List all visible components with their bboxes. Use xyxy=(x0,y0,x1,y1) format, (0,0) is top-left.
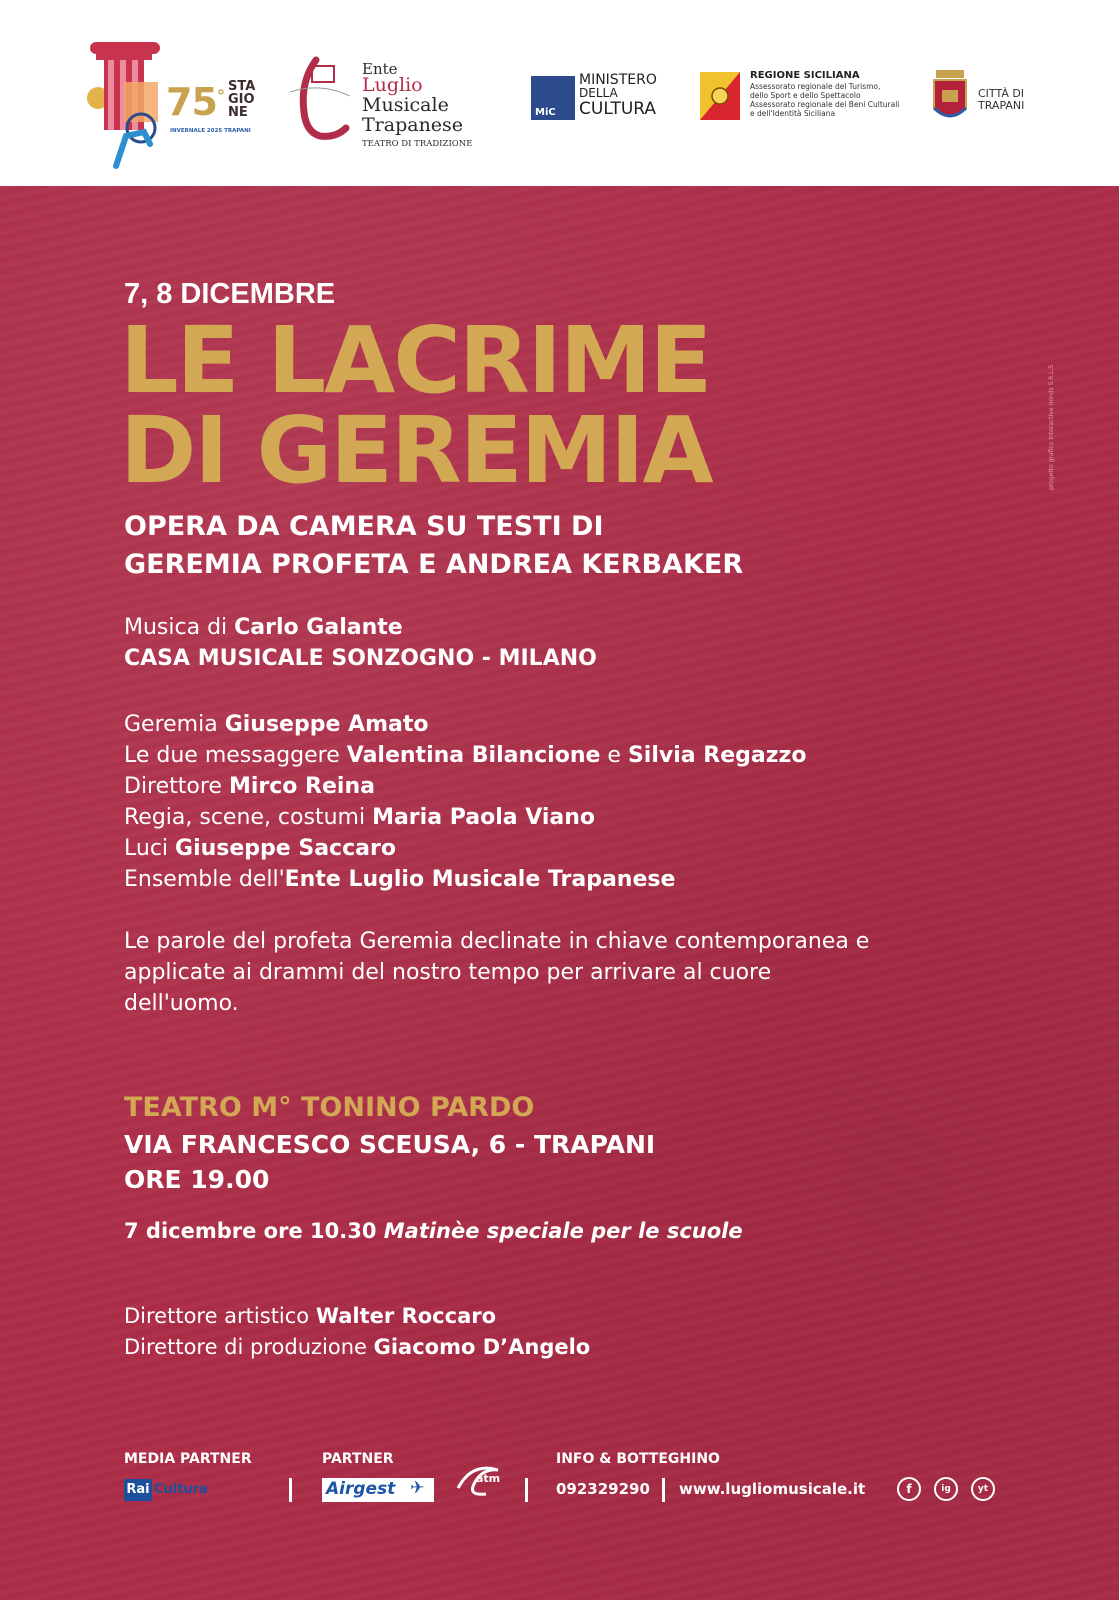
description-line2: applicate ai drammi del nostro tempo per arrivare al cuore xyxy=(124,960,772,985)
facebook-icon[interactable]: f xyxy=(897,1477,921,1501)
ente-line2: Luglio xyxy=(362,74,423,96)
atm-label: atm xyxy=(476,1472,501,1485)
music-line: Musica di Carlo Galante xyxy=(124,615,403,640)
matinee-info: 7 dicembre ore 10.30 Matinèe speciale per le scuole xyxy=(124,1219,743,1243)
cast-item: Ensemble dell'Ente Luglio Musicale Trapanese xyxy=(124,867,676,892)
phone-number[interactable]: 092329290 xyxy=(556,1480,650,1498)
time-line: ORE 19.00 xyxy=(124,1165,270,1194)
footer-separator xyxy=(289,1478,292,1502)
subtitle-line2: GEREMIA PROFETA E ANDREA KERBAKER xyxy=(124,549,744,580)
cast-item: Direttore Mirco Reina xyxy=(124,774,375,799)
cast-item: Geremia Giuseppe Amato xyxy=(124,712,429,737)
venue-name: TEATRO M° TONINO PARDO xyxy=(124,1092,535,1123)
graphic-credit: progetto grafico Interactive minds S.R.L.S xyxy=(1048,364,1055,490)
event-description xyxy=(124,926,984,1019)
address-line: VIA FRANCESCO SCEUSA, 6 - TRAPANI xyxy=(124,1130,656,1159)
footer-separator xyxy=(662,1478,665,1502)
ministero-line1: MINISTERO xyxy=(579,72,657,88)
ministero-line3: CULTURA xyxy=(579,99,657,119)
ente-line3: Musicale xyxy=(362,94,449,116)
description-line3: dell'uomo. xyxy=(124,991,239,1016)
trinacria-icon xyxy=(700,72,740,120)
event-date: 7, 8 DICEMBRE xyxy=(124,278,336,310)
media-partner-label: MEDIA PARTNER xyxy=(124,1451,252,1467)
plane-icon: ✈ xyxy=(410,1478,425,1498)
header-logos-bar xyxy=(0,0,1119,186)
ministero-line2: DELLA xyxy=(579,86,618,100)
regione-text: Assessorato regionale del Turismo, dello Sport e dello Spettacolo Assessorato regionale dei Beni Culturali e dell'Identità Siciliana xyxy=(750,82,900,118)
rai-cultura-logo xyxy=(124,1479,216,1501)
description-line1: Le parole del profeta Geremia declinate in chiave contemporanea e xyxy=(124,929,870,954)
ente-line4: Trapanese xyxy=(362,114,464,136)
publisher-line: CASA MUSICALE SONZOGNO - MILANO xyxy=(124,646,597,671)
ente-line5: TEATRO DI TRADIZIONE xyxy=(362,139,473,149)
rai-cultura-label: Cultura xyxy=(154,1482,208,1497)
art-director-line: Direttore artistico Walter Roccaro xyxy=(124,1304,497,1328)
title-line1: LE LACRIME xyxy=(120,307,711,414)
subtitle-line1: OPERA DA CAMERA SU TESTI DI xyxy=(124,511,604,542)
stagione-number: 75° xyxy=(166,80,224,124)
column-icon xyxy=(86,36,166,174)
cast-item: Le due messaggere Valentina Bilancione e Silvia Regazzo xyxy=(124,743,807,768)
citta-text: CITTÀ DI TRAPANI xyxy=(978,87,1025,112)
footer-separator xyxy=(525,1478,528,1502)
stagione-subtitle: INVERNALE 2025 TRAPANI xyxy=(170,128,251,134)
trapani-crest-icon xyxy=(930,68,970,126)
website-link[interactable]: www.lugliomusicale.it xyxy=(679,1480,866,1498)
cast-list xyxy=(124,709,806,895)
ente-emblem-icon xyxy=(290,52,350,142)
rai-label: Rai xyxy=(124,1479,152,1501)
atm-logo xyxy=(452,1458,512,1504)
instagram-icon[interactable]: ig xyxy=(934,1477,958,1501)
partner-label: PARTNER xyxy=(322,1451,394,1467)
youtube-icon[interactable]: yt xyxy=(971,1477,995,1501)
regione-siciliana-logo xyxy=(700,70,900,126)
stagione-75-logo xyxy=(86,36,266,174)
music-credit xyxy=(124,612,597,674)
cast-item: Luci Giuseppe Saccaro xyxy=(124,836,396,861)
venue-address xyxy=(124,1127,655,1197)
ente-luglio-logo xyxy=(290,48,500,158)
prod-director-line: Direttore di produzione Giacomo D’Angelo xyxy=(124,1335,591,1359)
regione-title: REGIONE SICILIANA xyxy=(750,70,860,81)
mic-badge-icon: MiC xyxy=(531,76,575,120)
ministero-cultura-logo xyxy=(531,72,676,124)
info-label: INFO & BOTTEGHINO xyxy=(556,1451,720,1467)
directors-block xyxy=(124,1301,590,1363)
event-title xyxy=(120,307,712,504)
ente-line1: Ente xyxy=(362,60,398,78)
stagione-word: STA GIO NE xyxy=(228,79,256,120)
event-subtitle xyxy=(124,508,1024,584)
airgest-logo: Airgest ✈ xyxy=(322,1478,434,1502)
citta-trapani-logo xyxy=(930,68,1040,128)
cast-item: Regia, scene, costumi Maria Paola Viano xyxy=(124,805,596,830)
title-line2: DI GEREMIA xyxy=(120,397,712,504)
